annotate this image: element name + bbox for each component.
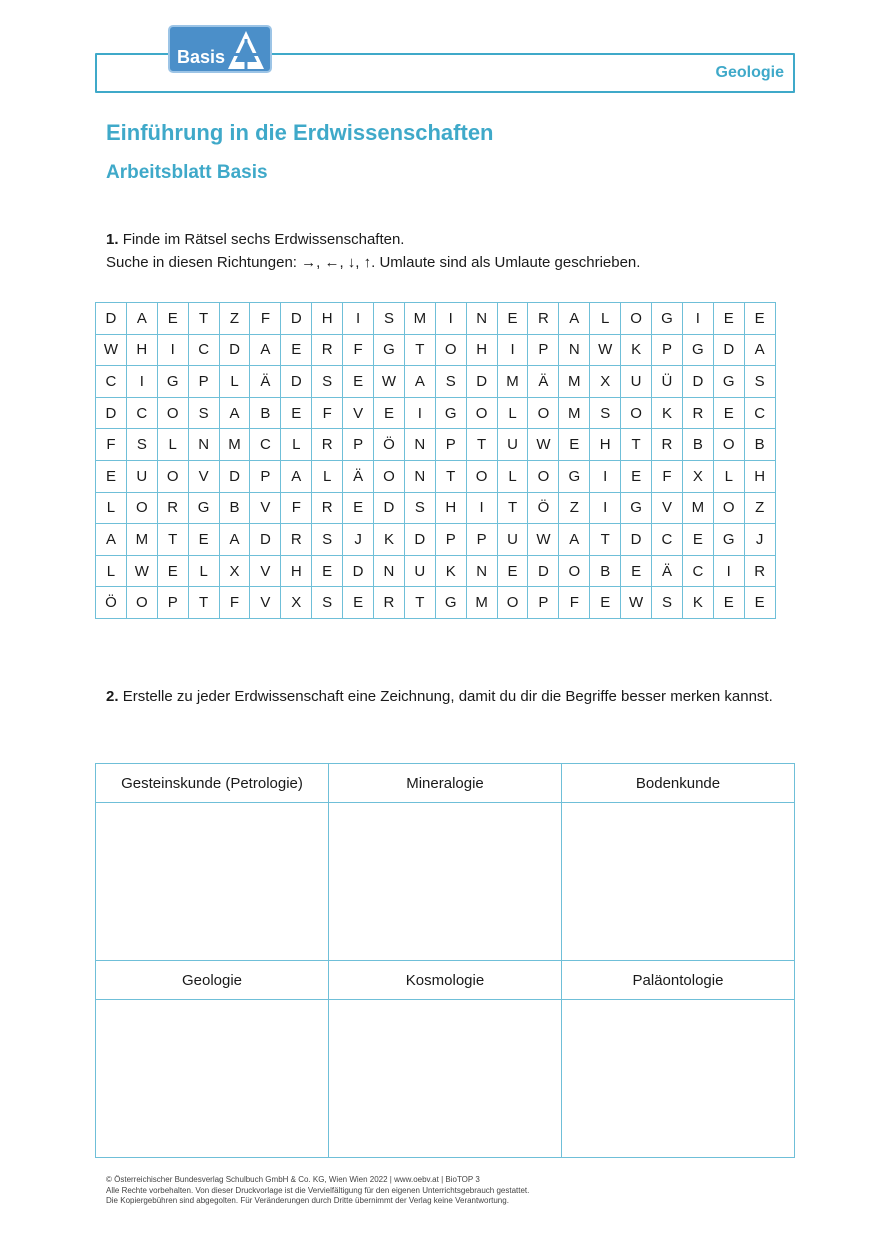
grid-cell[interactable]: X [590, 366, 621, 398]
grid-cell[interactable]: E [682, 524, 713, 556]
grid-cell[interactable]: K [435, 555, 466, 587]
task-1-line-2: Suche in diesen Richtungen: →, ←, ↓, ↑. Umlaute sind als Umlaute geschrieben. [106, 254, 641, 271]
grid-cell[interactable]: W [590, 334, 621, 366]
grid-cell[interactable]: D [713, 334, 744, 366]
grid-cell[interactable]: D [404, 524, 435, 556]
grid-cell[interactable]: Ä [528, 366, 559, 398]
grid-cell[interactable]: V [250, 492, 281, 524]
grid-cell[interactable]: C [96, 366, 127, 398]
grid-cell[interactable]: R [374, 587, 405, 619]
drawing-area-bodenkunde[interactable] [562, 803, 795, 961]
grid-cell[interactable]: K [621, 334, 652, 366]
grid-cell[interactable]: G [652, 303, 683, 335]
grid-cell[interactable]: D [528, 555, 559, 587]
grid-cell[interactable]: K [682, 587, 713, 619]
grid-cell[interactable]: A [559, 524, 590, 556]
grid-cell[interactable]: W [96, 334, 127, 366]
grid-cell[interactable]: Z [559, 492, 590, 524]
grid-cell[interactable]: S [188, 397, 219, 429]
grid-cell[interactable]: B [590, 555, 621, 587]
pyramid-icon [226, 29, 266, 71]
grid-cell[interactable]: M [466, 587, 497, 619]
grid-cell[interactable]: X [682, 460, 713, 492]
grid-cell[interactable]: E [744, 303, 775, 335]
grid-cell[interactable]: E [621, 460, 652, 492]
grid-row [96, 555, 776, 587]
grid-cell[interactable]: I [435, 303, 466, 335]
grid-cell[interactable]: W [528, 429, 559, 461]
grid-cell[interactable]: R [281, 524, 312, 556]
grid-cell[interactable]: C [126, 397, 157, 429]
grid-cell[interactable]: N [404, 429, 435, 461]
task-1-line-1 [106, 228, 640, 251]
grid-cell[interactable]: F [250, 303, 281, 335]
grid-cell[interactable]: N [188, 429, 219, 461]
footer-line-1: © Österreichischer Bundesverlag Schulbuch GmbH & Co. KG, Wien Wien 2022 | www.oebv.at | BioTOP 3 [106, 1175, 480, 1184]
grid-cell[interactable]: A [250, 334, 281, 366]
grid-cell[interactable]: T [188, 587, 219, 619]
grid-cell[interactable]: Ä [343, 460, 374, 492]
grid-cell[interactable]: S [312, 366, 343, 398]
grid-cell[interactable]: E [343, 492, 374, 524]
subject-label: Geologie [715, 64, 784, 81]
grid-cell[interactable]: H [281, 555, 312, 587]
grid-cell[interactable]: U [126, 460, 157, 492]
grid-cell[interactable]: N [466, 555, 497, 587]
grid-cell[interactable]: O [126, 587, 157, 619]
grid-cell[interactable]: L [497, 460, 528, 492]
task-1 [106, 228, 640, 274]
grid-cell[interactable]: G [188, 492, 219, 524]
grid-cell[interactable]: T [466, 429, 497, 461]
grid-cell[interactable]: T [435, 460, 466, 492]
grid-cell[interactable]: G [713, 524, 744, 556]
grid-cell[interactable]: E [374, 397, 405, 429]
grid-cell[interactable]: E [713, 587, 744, 619]
grid-cell[interactable]: D [466, 366, 497, 398]
grid-cell[interactable]: S [652, 587, 683, 619]
grid-cell[interactable]: O [157, 460, 188, 492]
grid-cell[interactable]: N [374, 555, 405, 587]
grid-cell[interactable]: I [404, 397, 435, 429]
grid-cell[interactable]: J [744, 524, 775, 556]
grid-cell[interactable]: C [188, 334, 219, 366]
grid-cell[interactable]: I [466, 492, 497, 524]
grid-cell[interactable]: M [219, 429, 250, 461]
grid-cell[interactable]: E [281, 397, 312, 429]
drawing-header-petrologie: Gesteinskunde (Petrologie) [96, 764, 329, 803]
grid-cell[interactable]: E [744, 587, 775, 619]
grid-row [96, 587, 776, 619]
grid-cell[interactable]: D [281, 366, 312, 398]
grid-cell[interactable]: L [96, 555, 127, 587]
grid-cell[interactable]: G [435, 587, 466, 619]
grid-cell[interactable]: D [374, 492, 405, 524]
grid-cell[interactable]: R [652, 429, 683, 461]
grid-cell[interactable]: W [374, 366, 405, 398]
grid-cell[interactable]: D [219, 460, 250, 492]
grid-cell[interactable]: O [528, 397, 559, 429]
grid-cell[interactable]: V [250, 587, 281, 619]
drawing-header-bodenkunde: Bodenkunde [562, 764, 795, 803]
grid-cell[interactable]: L [157, 429, 188, 461]
grid-cell[interactable]: F [652, 460, 683, 492]
grid-cell[interactable]: Ö [528, 492, 559, 524]
grid-cell[interactable]: E [621, 555, 652, 587]
grid-cell[interactable]: G [621, 492, 652, 524]
footer [106, 1175, 529, 1207]
grid-cell[interactable]: G [157, 366, 188, 398]
grid-cell[interactable]: F [343, 334, 374, 366]
grid-cell[interactable]: S [435, 366, 466, 398]
grid-row [96, 303, 776, 335]
grid-cell[interactable]: Ä [250, 366, 281, 398]
grid-row [96, 366, 776, 398]
grid-cell[interactable]: J [343, 524, 374, 556]
grid-cell[interactable]: C [652, 524, 683, 556]
grid-cell[interactable]: T [621, 429, 652, 461]
grid-cell[interactable]: R [528, 303, 559, 335]
grid-cell[interactable]: O [466, 397, 497, 429]
grid-cell[interactable]: A [219, 397, 250, 429]
grid-cell[interactable]: K [652, 397, 683, 429]
grid-cell[interactable]: E [157, 303, 188, 335]
grid-cell[interactable]: H [744, 460, 775, 492]
grid-cell[interactable]: T [188, 303, 219, 335]
grid-cell[interactable]: O [559, 555, 590, 587]
grid-cell[interactable]: F [312, 397, 343, 429]
drawing-area-kosmologie[interactable] [329, 1000, 562, 1158]
grid-cell[interactable]: B [744, 429, 775, 461]
grid-cell[interactable]: I [497, 334, 528, 366]
grid-cell[interactable]: A [281, 460, 312, 492]
grid-cell[interactable]: X [281, 587, 312, 619]
grid-cell[interactable]: L [312, 460, 343, 492]
basis-logo [168, 25, 272, 73]
grid-cell[interactable]: H [590, 429, 621, 461]
grid-cell[interactable]: D [96, 397, 127, 429]
grid-cell[interactable]: G [682, 334, 713, 366]
grid-cell[interactable]: H [435, 492, 466, 524]
grid-cell[interactable]: D [343, 555, 374, 587]
grid-cell[interactable]: L [713, 460, 744, 492]
grid-cell[interactable]: L [497, 397, 528, 429]
grid-cell[interactable]: D [281, 303, 312, 335]
grid-cell[interactable]: C [250, 429, 281, 461]
grid-cell[interactable]: F [559, 587, 590, 619]
grid-cell[interactable]: V [250, 555, 281, 587]
grid-cell[interactable]: A [126, 303, 157, 335]
grid-cell[interactable]: I [590, 460, 621, 492]
grid-cell[interactable]: D [219, 334, 250, 366]
grid-cell[interactable]: U [621, 366, 652, 398]
grid-cell[interactable]: E [497, 555, 528, 587]
grid-cell[interactable]: F [219, 587, 250, 619]
grid-cell[interactable]: L [219, 366, 250, 398]
grid-cell[interactable]: D [621, 524, 652, 556]
grid-cell[interactable]: M [559, 366, 590, 398]
task-2 [106, 685, 796, 709]
task-1-text: Finde im Rätsel sechs Erdwissenschaften. [122, 231, 405, 248]
grid-cell[interactable]: U [497, 524, 528, 556]
grid-cell[interactable]: A [404, 366, 435, 398]
grid-cell[interactable]: F [96, 429, 127, 461]
grid-cell[interactable]: P [652, 334, 683, 366]
grid-cell[interactable]: E [713, 303, 744, 335]
drawing-area-palaeontologie[interactable] [562, 1000, 795, 1158]
grid-cell[interactable]: M [404, 303, 435, 335]
grid-row [96, 334, 776, 366]
grid-cell[interactable]: P [528, 587, 559, 619]
grid-cell[interactable]: E [188, 524, 219, 556]
grid-cell[interactable]: L [188, 555, 219, 587]
grid-cell[interactable]: R [312, 492, 343, 524]
grid-cell[interactable]: M [497, 366, 528, 398]
word-search-grid [95, 302, 776, 619]
grid-cell[interactable]: M [126, 524, 157, 556]
grid-cell[interactable]: E [281, 334, 312, 366]
grid-cell[interactable]: Z [219, 303, 250, 335]
grid-cell[interactable]: Ü [652, 366, 683, 398]
grid-cell[interactable]: D [250, 524, 281, 556]
grid-cell[interactable]: S [312, 524, 343, 556]
grid-cell[interactable]: H [312, 303, 343, 335]
grid-row [96, 397, 776, 429]
drawing-area-geologie[interactable] [96, 1000, 329, 1158]
drawing-table [95, 763, 795, 1158]
grid-cell[interactable]: T [497, 492, 528, 524]
grid-cell[interactable]: V [343, 397, 374, 429]
drawing-header-geologie: Geologie [96, 961, 329, 1000]
drawing-header-palaeontologie: Paläontologie [562, 961, 795, 1000]
grid-cell[interactable]: X [219, 555, 250, 587]
grid-cell[interactable]: S [404, 492, 435, 524]
grid-cell[interactable]: E [343, 366, 374, 398]
grid-cell[interactable]: B [250, 397, 281, 429]
drawing-header-kosmologie: Kosmologie [329, 961, 562, 1000]
grid-cell[interactable]: I [713, 555, 744, 587]
grid-row [96, 460, 776, 492]
task-2-number: 2. [106, 688, 119, 705]
grid-cell[interactable]: G [713, 366, 744, 398]
grid-cell[interactable]: U [404, 555, 435, 587]
grid-cell[interactable]: S [590, 397, 621, 429]
footer-line-3: Die Kopiergebühren sind abgegolten. Für Veränderungen durch Dritte übernimmt der Verlag keine Verantwortung. [106, 1196, 509, 1205]
grid-cell[interactable]: A [219, 524, 250, 556]
grid-cell[interactable]: O [621, 303, 652, 335]
grid-cell[interactable]: N [466, 303, 497, 335]
grid-row [96, 429, 776, 461]
grid-cell[interactable]: O [435, 334, 466, 366]
grid-cell[interactable]: Z [744, 492, 775, 524]
grid-cell[interactable]: O [528, 460, 559, 492]
grid-cell[interactable]: I [157, 334, 188, 366]
grid-cell[interactable]: P [250, 460, 281, 492]
task-2-text: Erstelle zu jeder Erdwissenschaft eine Zeichnung, damit du dir die Begriffe besser merken kannst. [122, 688, 773, 705]
grid-cell[interactable]: S [744, 366, 775, 398]
grid-cell[interactable]: N [559, 334, 590, 366]
grid-cell[interactable]: I [682, 303, 713, 335]
grid-cell[interactable]: A [559, 303, 590, 335]
grid-cell[interactable]: C [682, 555, 713, 587]
grid-cell[interactable]: E [590, 587, 621, 619]
grid-cell[interactable]: P [435, 429, 466, 461]
grid-cell[interactable]: R [157, 492, 188, 524]
grid-row [96, 492, 776, 524]
grid-cell[interactable]: W [528, 524, 559, 556]
grid-cell[interactable]: L [96, 492, 127, 524]
grid-cell[interactable]: Ö [374, 429, 405, 461]
grid-cell[interactable]: O [497, 587, 528, 619]
grid-cell[interactable]: I [343, 303, 374, 335]
grid-cell[interactable]: O [374, 460, 405, 492]
grid-cell[interactable]: E [497, 303, 528, 335]
grid-cell[interactable]: S [374, 303, 405, 335]
drawing-area-mineralogie[interactable] [329, 803, 562, 961]
grid-cell[interactable]: Ä [652, 555, 683, 587]
grid-cell[interactable]: M [559, 397, 590, 429]
grid-row [96, 524, 776, 556]
grid-cell[interactable]: O [713, 492, 744, 524]
grid-cell[interactable]: L [281, 429, 312, 461]
grid-cell[interactable]: E [157, 555, 188, 587]
grid-cell[interactable]: A [96, 524, 127, 556]
grid-cell[interactable]: W [621, 587, 652, 619]
grid-cell[interactable]: O [466, 460, 497, 492]
grid-cell[interactable]: E [312, 555, 343, 587]
grid-cell[interactable]: E [559, 429, 590, 461]
grid-cell[interactable]: B [219, 492, 250, 524]
grid-cell[interactable]: G [435, 397, 466, 429]
grid-cell[interactable]: H [466, 334, 497, 366]
drawing-header-mineralogie: Mineralogie [329, 764, 562, 803]
grid-cell[interactable]: L [590, 303, 621, 335]
grid-cell[interactable]: O [713, 429, 744, 461]
page-subtitle: Arbeitsblatt Basis [106, 162, 268, 183]
grid-cell[interactable]: M [682, 492, 713, 524]
grid-cell[interactable]: E [96, 460, 127, 492]
grid-cell[interactable]: T [157, 524, 188, 556]
grid-cell[interactable]: N [404, 460, 435, 492]
grid-cell[interactable]: A [744, 334, 775, 366]
grid-cell[interactable]: R [744, 555, 775, 587]
grid-cell[interactable]: T [590, 524, 621, 556]
grid-cell[interactable]: V [188, 460, 219, 492]
grid-cell[interactable]: S [312, 587, 343, 619]
drawing-area-petrologie[interactable] [96, 803, 329, 961]
grid-cell[interactable]: O [126, 492, 157, 524]
grid-cell[interactable]: P [157, 587, 188, 619]
grid-cell[interactable]: G [559, 460, 590, 492]
grid-cell[interactable]: K [374, 524, 405, 556]
grid-cell[interactable]: E [343, 587, 374, 619]
grid-cell[interactable]: U [497, 429, 528, 461]
grid-cell[interactable]: P [466, 524, 497, 556]
grid-cell[interactable]: O [157, 397, 188, 429]
grid-cell[interactable]: B [682, 429, 713, 461]
logo-text: Basis [177, 47, 226, 67]
grid-cell[interactable]: O [621, 397, 652, 429]
grid-cell[interactable]: R [312, 429, 343, 461]
task-1-number: 1. [106, 231, 119, 248]
grid-cell[interactable]: Ö [96, 587, 127, 619]
grid-cell[interactable]: P [188, 366, 219, 398]
grid-cell[interactable]: P [343, 429, 374, 461]
grid-cell[interactable]: P [435, 524, 466, 556]
grid-cell[interactable]: R [682, 397, 713, 429]
grid-cell[interactable]: F [281, 492, 312, 524]
grid-cell[interactable]: H [126, 334, 157, 366]
grid-cell[interactable]: S [126, 429, 157, 461]
grid-cell[interactable]: D [682, 366, 713, 398]
grid-cell[interactable]: T [404, 334, 435, 366]
grid-cell[interactable]: V [652, 492, 683, 524]
grid-cell[interactable]: E [713, 397, 744, 429]
grid-cell[interactable]: C [744, 397, 775, 429]
footer-line-2: Alle Rechte vorbehalten. Von dieser Druckvorlage ist die Vervielfältigung für den eigenen Unterrichtsgebrauch gestattet. [106, 1185, 530, 1195]
grid-cell[interactable]: W [126, 555, 157, 587]
grid-cell[interactable]: D [96, 303, 127, 335]
grid-cell[interactable]: R [312, 334, 343, 366]
grid-cell[interactable]: P [528, 334, 559, 366]
page-title: Einführung in die Erdwissenschaften [106, 120, 494, 145]
grid-cell[interactable]: T [404, 587, 435, 619]
grid-cell[interactable]: I [126, 366, 157, 398]
grid-cell[interactable]: I [590, 492, 621, 524]
grid-cell[interactable]: G [374, 334, 405, 366]
